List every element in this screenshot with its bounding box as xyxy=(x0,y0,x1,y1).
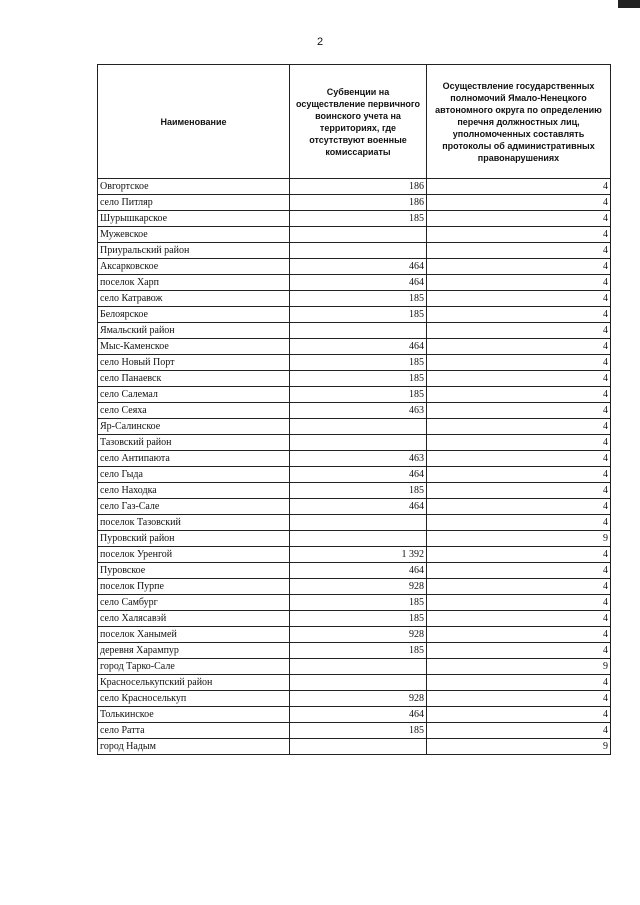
cell-name: Тазовский район xyxy=(98,435,290,451)
cell-name: город Тарко-Сале xyxy=(98,659,290,675)
cell-powers: 4 xyxy=(427,611,611,627)
cell-powers: 4 xyxy=(427,371,611,387)
cell-powers: 4 xyxy=(427,291,611,307)
cell-powers: 9 xyxy=(427,531,611,547)
table-row xyxy=(98,547,611,563)
cell-powers: 4 xyxy=(427,483,611,499)
cell-powers: 9 xyxy=(427,659,611,675)
cell-subvention: 186 xyxy=(290,195,427,211)
cell-subvention xyxy=(290,435,427,451)
cell-name: село Панаевск xyxy=(98,371,290,387)
cell-name: Ямальский район xyxy=(98,323,290,339)
cell-name: село Питляр xyxy=(98,195,290,211)
cell-powers: 4 xyxy=(427,243,611,259)
cell-name: село Красноселькуп xyxy=(98,691,290,707)
cell-powers: 4 xyxy=(427,435,611,451)
cell-name: деревня Харампур xyxy=(98,643,290,659)
table-row xyxy=(98,323,611,339)
cell-powers: 4 xyxy=(427,307,611,323)
cell-powers: 4 xyxy=(427,547,611,563)
table-row xyxy=(98,227,611,243)
cell-subvention: 928 xyxy=(290,579,427,595)
cell-name: Овгортское xyxy=(98,179,290,195)
table-row xyxy=(98,739,611,755)
table-row xyxy=(98,483,611,499)
cell-name: село Находка xyxy=(98,483,290,499)
cell-name: село Новый Порт xyxy=(98,355,290,371)
cell-subvention: 185 xyxy=(290,211,427,227)
cell-name: Толькинское xyxy=(98,707,290,723)
cell-name: село Сеяха xyxy=(98,403,290,419)
table-row xyxy=(98,595,611,611)
cell-name: село Ратта xyxy=(98,723,290,739)
cell-powers: 4 xyxy=(427,563,611,579)
table-row xyxy=(98,371,611,387)
cell-name: Пуровский район xyxy=(98,531,290,547)
table-row xyxy=(98,243,611,259)
cell-subvention xyxy=(290,531,427,547)
cell-powers: 4 xyxy=(427,403,611,419)
table-header-row xyxy=(98,65,611,179)
cell-name: поселок Пурпе xyxy=(98,579,290,595)
table-row xyxy=(98,211,611,227)
cell-powers: 4 xyxy=(427,579,611,595)
cell-name: село Самбург xyxy=(98,595,290,611)
table-row xyxy=(98,499,611,515)
table-row xyxy=(98,691,611,707)
table-row xyxy=(98,195,611,211)
cell-powers: 4 xyxy=(427,339,611,355)
cell-powers: 4 xyxy=(427,451,611,467)
cell-powers: 4 xyxy=(427,675,611,691)
table-row xyxy=(98,419,611,435)
table-row xyxy=(98,563,611,579)
cell-subvention: 185 xyxy=(290,371,427,387)
cell-name: село Халясавэй xyxy=(98,611,290,627)
cell-subvention xyxy=(290,659,427,675)
table-row xyxy=(98,723,611,739)
cell-powers: 4 xyxy=(427,195,611,211)
cell-name: Красноселькупский район xyxy=(98,675,290,691)
table-row xyxy=(98,291,611,307)
header-name: Наименование xyxy=(98,65,290,179)
cell-subvention: 463 xyxy=(290,403,427,419)
table-row xyxy=(98,355,611,371)
cell-powers: 4 xyxy=(427,595,611,611)
cell-powers: 4 xyxy=(427,275,611,291)
cell-subvention: 464 xyxy=(290,259,427,275)
header-subvention: Субвенции на осуществление первичного воинского учета на территориях, где отсутствуют военные комиссариаты xyxy=(290,65,427,179)
cell-powers: 4 xyxy=(427,627,611,643)
table-row xyxy=(98,259,611,275)
table-row xyxy=(98,643,611,659)
cell-subvention: 185 xyxy=(290,307,427,323)
table-row xyxy=(98,467,611,483)
cell-subvention: 464 xyxy=(290,467,427,483)
cell-powers: 4 xyxy=(427,323,611,339)
page-number: 2 xyxy=(316,36,324,48)
cell-powers: 9 xyxy=(427,739,611,755)
cell-name: Шурышкарское xyxy=(98,211,290,227)
table-row xyxy=(98,403,611,419)
cell-subvention: 463 xyxy=(290,451,427,467)
cell-subvention: 185 xyxy=(290,291,427,307)
table-row xyxy=(98,275,611,291)
cell-subvention xyxy=(290,243,427,259)
cell-powers: 4 xyxy=(427,643,611,659)
cell-subvention xyxy=(290,739,427,755)
table-row xyxy=(98,659,611,675)
cell-subvention: 1 392 xyxy=(290,547,427,563)
table-row xyxy=(98,707,611,723)
cell-name: город Надым xyxy=(98,739,290,755)
cell-powers: 4 xyxy=(427,723,611,739)
cell-subvention xyxy=(290,227,427,243)
cell-name: село Салемал xyxy=(98,387,290,403)
cell-powers: 4 xyxy=(427,227,611,243)
cell-powers: 4 xyxy=(427,691,611,707)
cell-name: поселок Тазовский xyxy=(98,515,290,531)
cell-subvention: 928 xyxy=(290,691,427,707)
cell-subvention: 185 xyxy=(290,483,427,499)
cell-subvention: 185 xyxy=(290,595,427,611)
cell-subvention: 185 xyxy=(290,723,427,739)
cell-subvention: 464 xyxy=(290,499,427,515)
cell-name: поселок Харп xyxy=(98,275,290,291)
cell-subvention: 185 xyxy=(290,643,427,659)
cell-name: село Катравож xyxy=(98,291,290,307)
cell-name: Аксарковское xyxy=(98,259,290,275)
cell-powers: 4 xyxy=(427,707,611,723)
cell-subvention: 185 xyxy=(290,387,427,403)
table-row xyxy=(98,451,611,467)
cell-subvention xyxy=(290,675,427,691)
table-row xyxy=(98,179,611,195)
cell-subvention: 185 xyxy=(290,355,427,371)
cell-name: Приуральский район xyxy=(98,243,290,259)
cell-name: Пуровское xyxy=(98,563,290,579)
cell-name: Яр-Салинское xyxy=(98,419,290,435)
cell-powers: 4 xyxy=(427,387,611,403)
header-powers: Осуществление государственных полномочий Ямало-Ненецкого автономного округа по определению перечня должностных лиц, уполномоченных составлять протоколы об административных правонарушениях xyxy=(427,65,611,179)
cell-subvention xyxy=(290,515,427,531)
cell-subvention xyxy=(290,323,427,339)
cell-subvention: 464 xyxy=(290,339,427,355)
cell-subvention: 464 xyxy=(290,707,427,723)
cell-name: село Гыда xyxy=(98,467,290,483)
cell-powers: 4 xyxy=(427,467,611,483)
cell-name: поселок Уренгой xyxy=(98,547,290,563)
table-row xyxy=(98,515,611,531)
cell-subvention: 185 xyxy=(290,611,427,627)
cell-subvention: 464 xyxy=(290,275,427,291)
cell-name: село Газ-Сале xyxy=(98,499,290,515)
table-row xyxy=(98,339,611,355)
table-row xyxy=(98,675,611,691)
cell-subvention: 464 xyxy=(290,563,427,579)
cell-powers: 4 xyxy=(427,515,611,531)
subventions-table xyxy=(97,64,611,755)
cell-powers: 4 xyxy=(427,179,611,195)
table-row xyxy=(98,531,611,547)
cell-name: поселок Ханымей xyxy=(98,627,290,643)
cell-powers: 4 xyxy=(427,211,611,227)
cell-powers: 4 xyxy=(427,499,611,515)
table-row xyxy=(98,435,611,451)
cell-powers: 4 xyxy=(427,259,611,275)
cell-name: Мужевское xyxy=(98,227,290,243)
table-row xyxy=(98,387,611,403)
cell-name: Белоярское xyxy=(98,307,290,323)
scan-corner-mark xyxy=(618,0,640,8)
cell-powers: 4 xyxy=(427,355,611,371)
cell-subvention: 186 xyxy=(290,179,427,195)
cell-name: Мыс-Каменское xyxy=(98,339,290,355)
table-row xyxy=(98,611,611,627)
cell-powers: 4 xyxy=(427,419,611,435)
table-body xyxy=(98,179,611,755)
table-row xyxy=(98,307,611,323)
cell-subvention: 928 xyxy=(290,627,427,643)
table-row xyxy=(98,627,611,643)
table-row xyxy=(98,579,611,595)
cell-name: село Антипаюта xyxy=(98,451,290,467)
cell-subvention xyxy=(290,419,427,435)
